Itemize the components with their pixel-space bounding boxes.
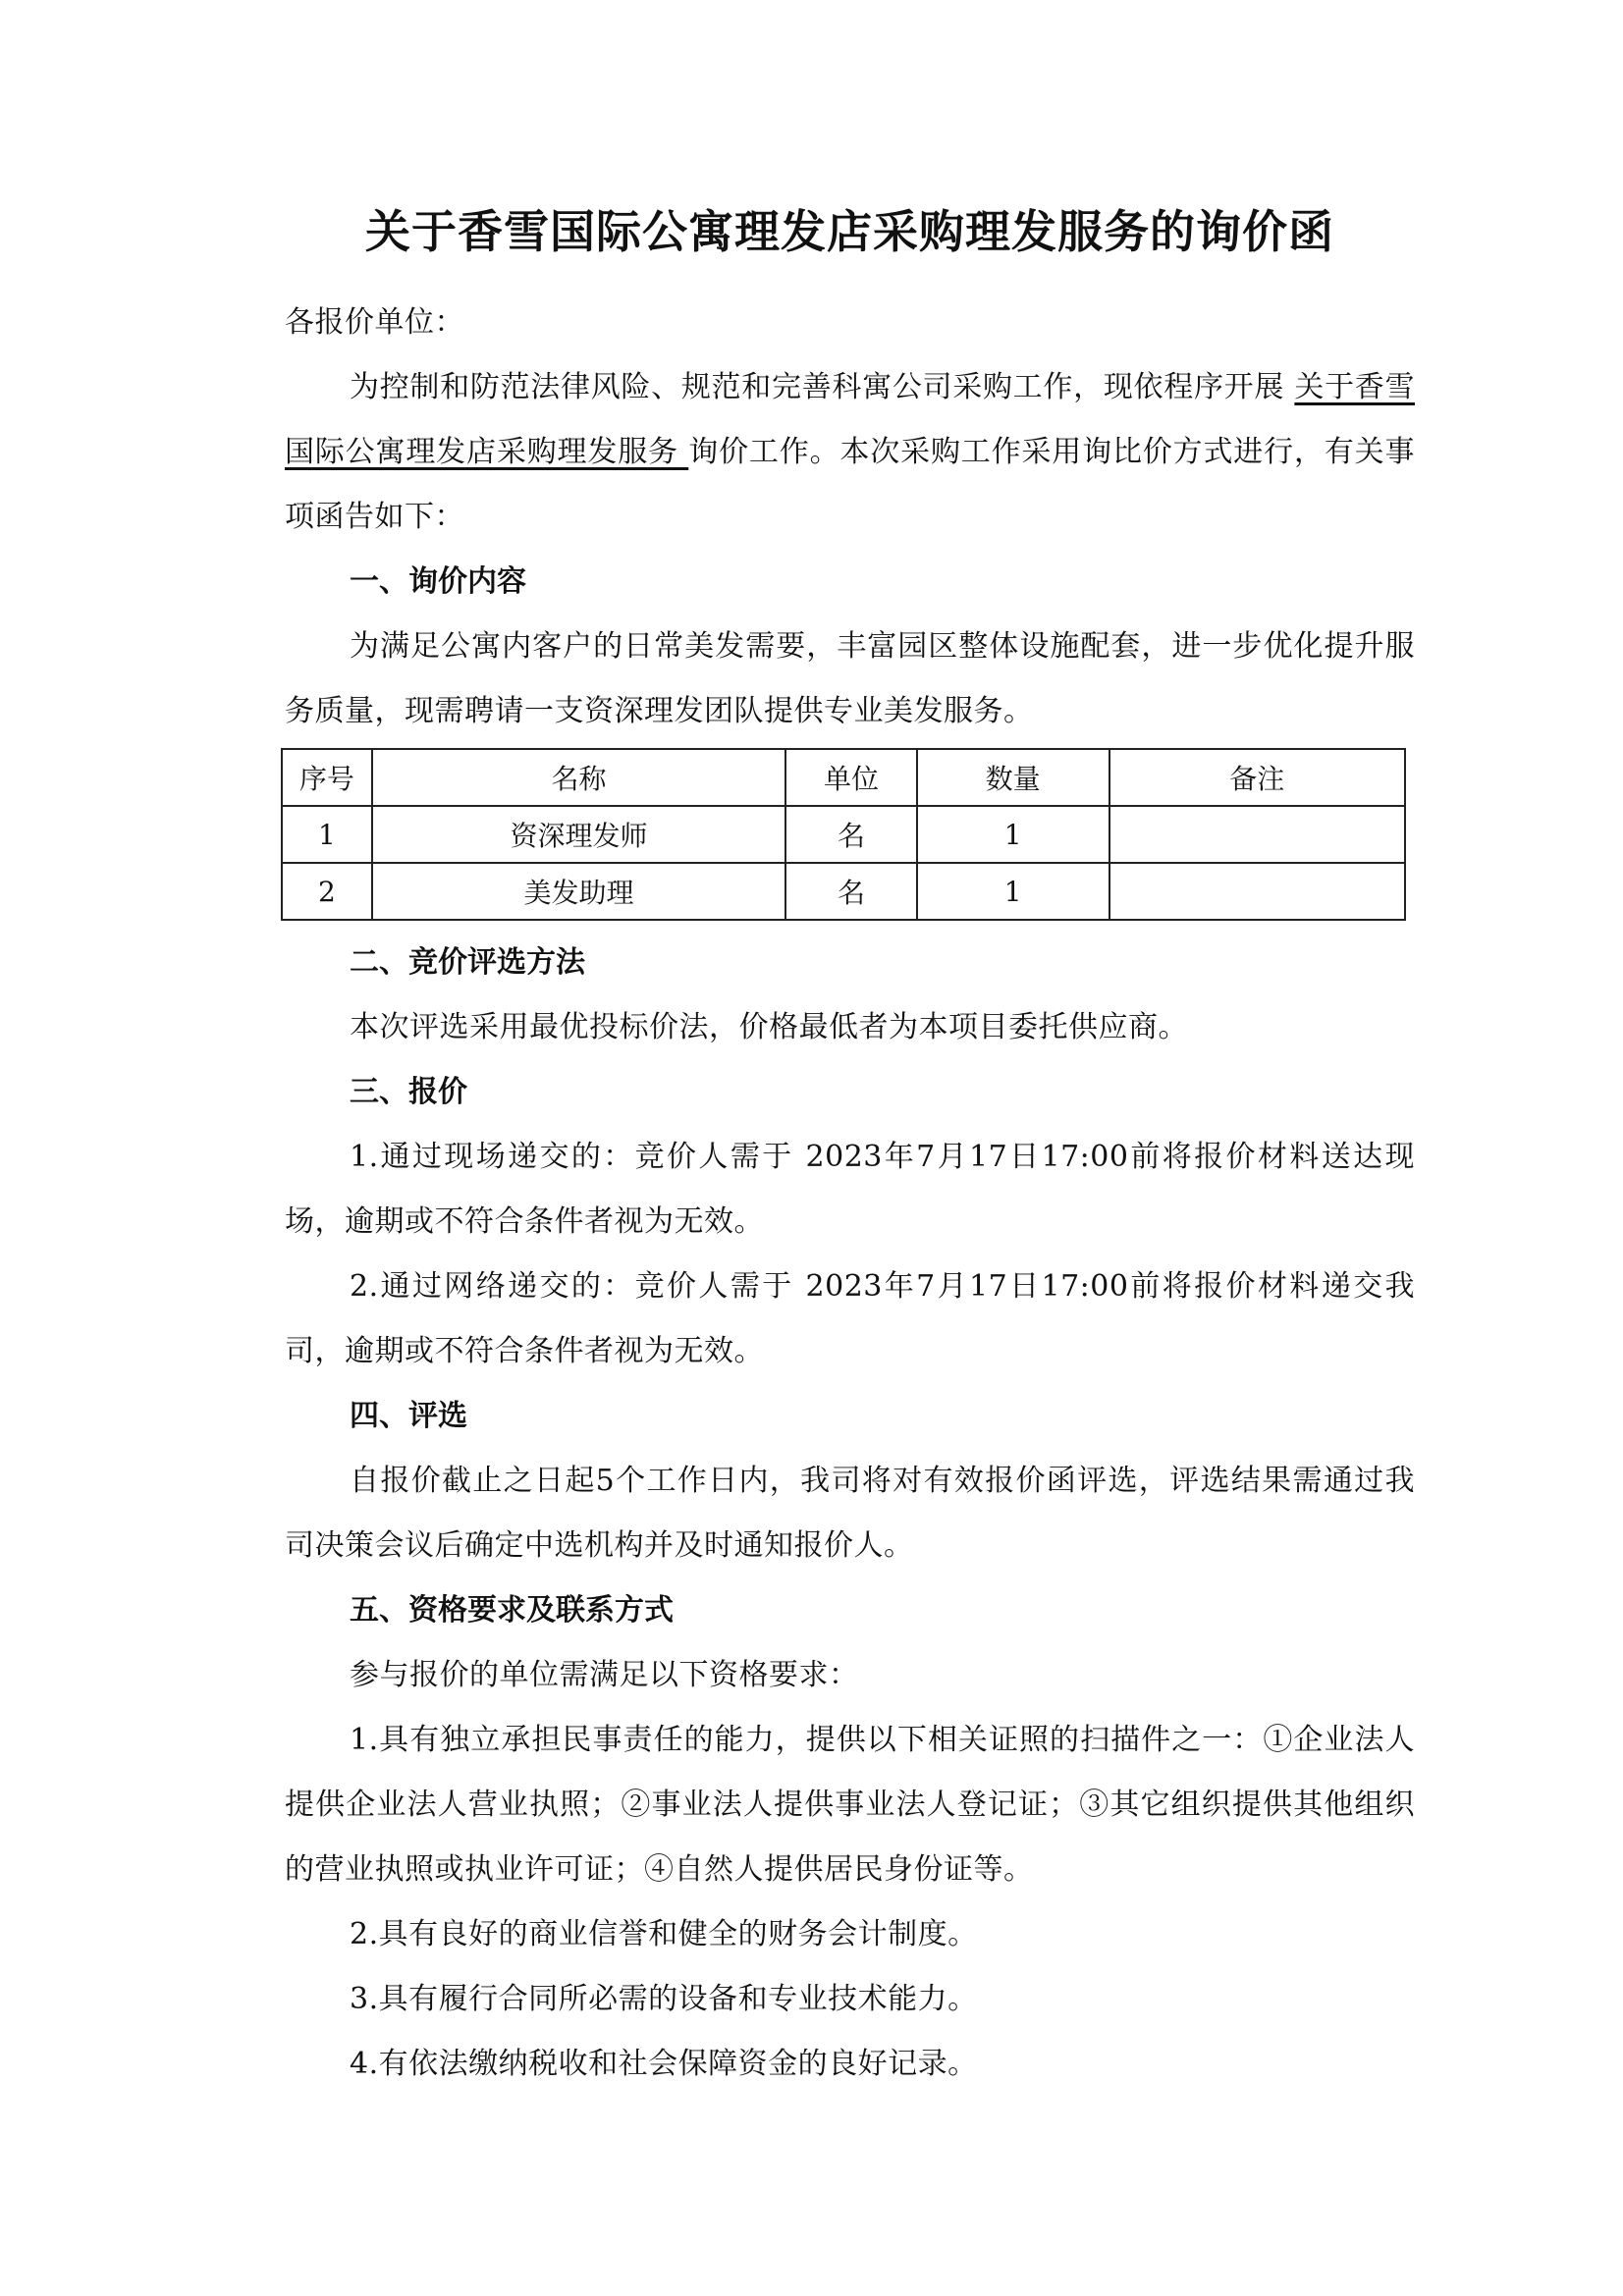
- cell-quantity: 1: [917, 806, 1109, 863]
- section-1-body: 为满足公寓内客户的日常美发需要，丰富园区整体设施配套，进一步优化提升服务质量，现需聘请一支资深理发团队提供专业美发服务。: [285, 629, 1415, 728]
- section-4-body: 自报价截止之日起5个工作日内，我司将对有效报价函评选，评选结果需通过我司决策会议后确定中选机构并及时通知报价人。: [285, 1464, 1415, 1563]
- salutation: 各报价单位：: [285, 305, 464, 340]
- section-1-heading: 一、询价内容: [350, 564, 526, 599]
- document-title: 关于香雪国际公寓理发店采购理发服务的询价函: [365, 205, 1334, 258]
- cell-name: 美发助理: [372, 863, 785, 920]
- section-2-heading: 二、竞价评选方法: [350, 945, 585, 980]
- cell-quantity: 1: [917, 863, 1109, 920]
- intro-paragraph: [285, 355, 1415, 550]
- cell-remark: [1109, 806, 1405, 863]
- table-row: [282, 863, 1405, 920]
- header-quantity: 数量: [917, 749, 1109, 806]
- section-3-item-2: 2.通过网络递交的：竞价人需于 2023年7月17日17:00前将报价材料递交我司，逾期或不符合条件者视为无效。: [285, 1269, 1415, 1368]
- section-5-item-2: 2.具有良好的商业信誉和健全的财务会计制度。: [350, 1917, 978, 1951]
- header-unit: 单位: [785, 749, 917, 806]
- section-5-item-4: 4.有依法缴纳税收和社会保障资金的良好记录。: [350, 2047, 978, 2081]
- section-5-item-3: 3.具有履行合同所必需的设备和专业技术能力。: [350, 1982, 978, 2016]
- section-5-heading: 五、资格要求及联系方式: [350, 1593, 674, 1628]
- cell-unit: 名: [785, 806, 917, 863]
- table-row: [282, 806, 1405, 863]
- cell-unit: 名: [785, 863, 917, 920]
- section-5-intro: 参与报价的单位需满足以下资格要求：: [350, 1658, 859, 1692]
- header-remark: 备注: [1109, 749, 1405, 806]
- section-3-item-1: 1.通过现场递交的：竞价人需于 2023年7月17日17:00前将报价材料送达现场，逾期或不符合条件者视为无效。: [285, 1140, 1415, 1239]
- section-3-heading: 三、报价: [350, 1075, 467, 1109]
- cell-index: 1: [282, 806, 372, 863]
- table-header-row: [282, 749, 1405, 806]
- intro-after: 询价工作。本次采购工作采用询比价方式进行，有关事项函告如下：: [285, 435, 1415, 534]
- cell-index: 2: [282, 863, 372, 920]
- inquiry-table: [281, 748, 1406, 921]
- intro-before: 为控制和防范法律风险、规范和完善科寓公司采购工作，现依程序开展: [350, 370, 1295, 404]
- section-2-body: 本次评选采用最优投标价法，价格最低者为本项目委托供应商。: [350, 1010, 1188, 1044]
- section-4-heading: 四、评选: [350, 1399, 467, 1433]
- header-name: 名称: [372, 749, 785, 806]
- header-index: 序号: [282, 749, 372, 806]
- cell-name: 资深理发师: [372, 806, 785, 863]
- project-name: 关于香雪国际公寓理发店采购理发服务: [285, 370, 1415, 469]
- section-5-item-1: 1.具有独立承担民事责任的能力，提供以下相关证照的扫描件之一：①企业法人提供企业法人营业执照；②事业法人提供事业法人登记证；③其它组织提供其他组织的营业执照或执业许可证；④自然人提供居民身份证等。: [285, 1723, 1415, 1887]
- cell-remark: [1109, 863, 1405, 920]
